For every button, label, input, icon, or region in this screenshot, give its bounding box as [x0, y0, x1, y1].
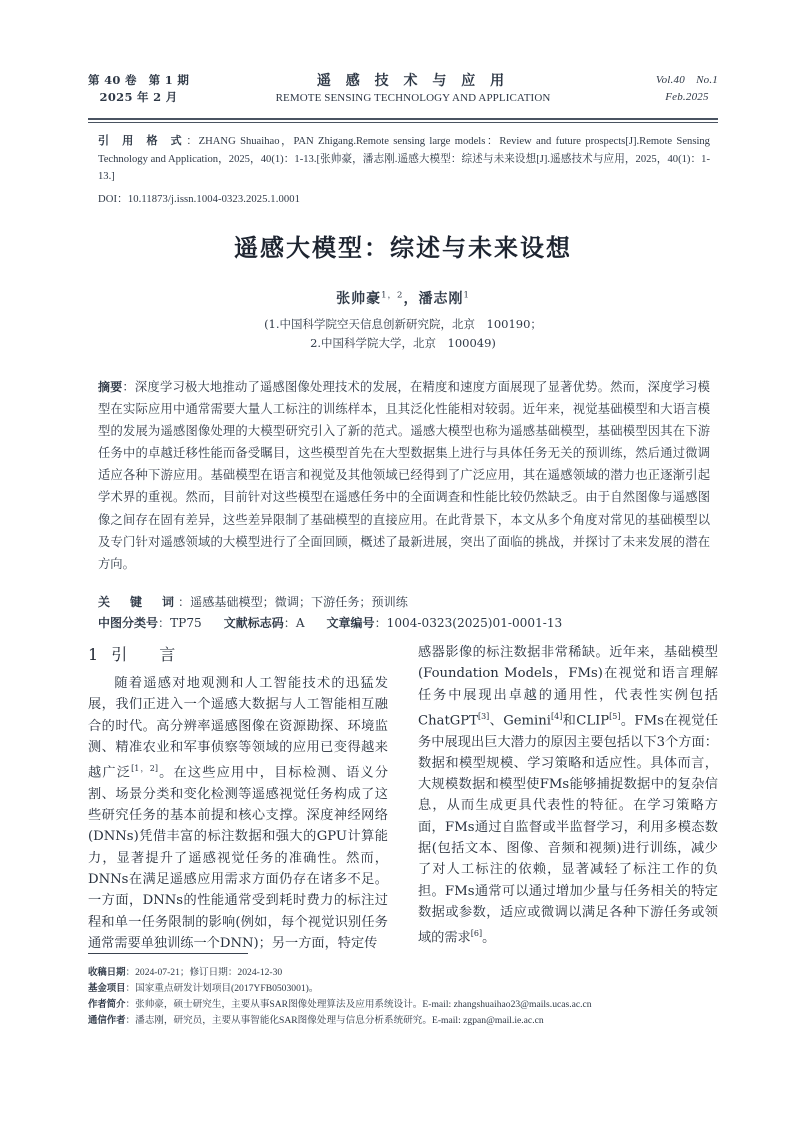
section-number: 1: [88, 645, 100, 664]
footnote-author-bio-text: ：张帅豪，硕士研究生，主要从事SAR图像处理算法及应用系统设计。E-mail: zhangshuaihao23@mails.ucas.ac.cn: [125, 999, 592, 1011]
section-heading: [88, 642, 388, 665]
masthead-right: [656, 72, 718, 106]
section-title: 引 言: [111, 645, 184, 664]
masthead: [88, 72, 718, 120]
citation-block: [98, 132, 710, 186]
issue-date-cn: 2025 年 2 月: [99, 90, 178, 104]
affiliation-block: [88, 315, 718, 353]
citation-ref-3: [3]: [477, 711, 490, 721]
column-right: [418, 642, 718, 949]
footnote-received: [88, 965, 718, 981]
intro-text-a: 随着遥感对地观测和人工智能技术的迅猛发展，我们正进入一个遥感大数据与人工智能相互融合的时代。高分辨率遥感图像在资源勘探、环境监测、精准农业和军事侦察等领域的应用已变得越来越广泛: [88, 676, 388, 781]
clc-value: ：TP75: [158, 616, 202, 630]
author-2-name: 潘志刚: [418, 291, 464, 307]
volume-issue-en: Vol.40 No.1: [655, 74, 718, 86]
intro-cont-d: 。FMs在视觉任务中展现出巨大潜力的原因主要包括以下3个方面：数据和模型规模、学习策略和适应性。具体而言，大规模数据和模型使FMs能够捕捉数据中的复杂信息，从而生成更具代表性的特征。在学习策略方面，FMs通过自监督或半监督学习，利用多模态数据(包括文本、图像、音频和视频)进行训练，减少了对人工标注的依赖，显著减轻了标注工作的负担。FMs通常可以通过增加少量与任务相关的特定数据或参数，适应或微调以满足各种下游任务或领域的需求: [418, 713, 719, 946]
keywords-text: ：遥感基础模型；微调；下游任务；预训练: [178, 595, 408, 609]
keywords-label: 关 键 词: [98, 595, 179, 609]
footnote-divider: [88, 953, 248, 954]
citation-label: 引 用 格 式: [98, 134, 187, 147]
issue-date-en: Feb.2025: [665, 91, 709, 103]
article-number-value: ：1004-0323(2025)01-0001-13: [374, 616, 563, 630]
paragraph-intro-continued: [418, 642, 718, 949]
affiliation-1: (1.中国科学院空天信息创新研究院，北京 100190；: [264, 317, 542, 331]
abstract-label: 摘要: [98, 380, 123, 394]
citation-text: ：ZHANG Shuaihao，PAN Zhigang.Remote sensing large models：Review and future prospects[J].Remote Sensing Technology and Application，2025，40(1)：1-13.[张帅豪，潘志刚.遥感大模型：综述与未来设想[J].遥感技术与应用，2025，40(1)：1-13.]: [98, 136, 710, 183]
author-1-name: 张帅豪: [336, 291, 382, 307]
abstract-text: ：深度学习极大地推动了遥感图像处理技术的发展，在精度和速度方面展现了显著优势。然而，深度学习模型在实际应用中通常需要大量人工标注的训练样本，且其泛化性能相对较弱。近年来，视觉基础模型和大语言模型的发展为遥感图像处理的大模型研究引入了新的范式。遥感大模型也称为遥感基础模型，基础模型因其在下游任务中的卓越迁移性能而备受瞩目，这些模型首先在大型数据集上进行与具体任务无关的预训练，然后通过微调适应各种下游应用。基础模型在语言和视觉及其他领域已经得到了广泛应用，其在遥感领域的潜力也正逐渐引起学术界的重视。然而，目前针对这些模型在遥感任务中的全面调查和性能比较仍然缺乏。由于自然图像与遥感图像之间存在固有差异，这些差异限制了基础模型的直接应用。在此背景下，本文从多个角度对常见的基础模型以及专门针对遥感领域的大模型进行了全面回顾，概述了最新进展，突出了面临的挑战，并探讨了未来发展的潜在方向。: [98, 380, 710, 571]
footnote-corresponding-label: 通信作者: [88, 1015, 126, 1027]
footnote-funding: [88, 981, 718, 997]
footnote-corresponding-text: ：潘志刚，研究员，主要从事智能化SAR图像处理与信息分析系统研究。E-mail: zgpan@mail.ie.ac.cn: [125, 1015, 544, 1027]
body-columns: [88, 642, 719, 951]
journal-page: [88, 0, 718, 1122]
intro-cont-e: 。: [482, 930, 496, 946]
masthead-left: [88, 72, 189, 106]
author-2-affil-marker: 1: [463, 290, 470, 301]
footnote-funding-text: ：国家重点研发计划项目(2017YFB0503001)。: [125, 983, 319, 995]
footnote-received-text: ：2024-07-21；修订日期：2024-12-30: [125, 967, 283, 978]
clc-label: 中图分类号: [98, 616, 159, 630]
paragraph-intro: [88, 673, 388, 954]
intro-cont-a: 感器影像的标注数据非常稀缺。近年来，基础模型(Foundation Models，FMs)在视觉和语言理解任务中展现出卓越的通用性，代表性实例包括ChatGPT: [418, 645, 718, 729]
masthead-center: [248, 72, 578, 106]
doc-code-label: 文献标志码: [223, 616, 284, 630]
doc-code-value: ：A: [283, 616, 305, 630]
footnote-received-label: 收稿日期: [88, 967, 126, 978]
header-divider: [88, 118, 718, 123]
doi-line: DOI：10.11873/j.issn.1004-0323.2025.1.0001: [98, 194, 301, 205]
keywords-block: [98, 592, 710, 613]
citation-ref-1-2: [1，2]: [131, 764, 158, 774]
author-list: [88, 288, 718, 308]
citation-ref-5: [5]: [609, 711, 621, 721]
citation-ref-6: [6]: [470, 929, 483, 939]
journal-title-en: REMOTE SENSING TECHNOLOGY AND APPLICATION: [275, 92, 551, 104]
citation-ref-4: [4]: [550, 711, 563, 721]
intro-cont-b: 、Gemini: [489, 713, 551, 729]
article-number-label: 文章编号: [326, 616, 375, 630]
footnote-corresponding: [88, 1013, 718, 1029]
abstract-block: [98, 376, 710, 575]
volume-issue: 第 40 卷 第 1 期: [88, 73, 190, 87]
footnote-author-bio: [88, 997, 718, 1013]
column-left: [88, 642, 388, 954]
author-separator: ，: [403, 291, 419, 307]
affiliation-2: 2.中国科学院大学，北京 100049): [310, 336, 496, 350]
footnote-block: [88, 965, 718, 1029]
journal-title-cn: 遥 感 技 术 与 应 用: [316, 73, 510, 89]
author-1-affil-marker: 1，2: [381, 290, 404, 301]
footnote-funding-label: 基金项目: [88, 983, 126, 995]
intro-cont-c: 和CLIP: [562, 713, 610, 729]
footnote-author-bio-label: 作者简介: [88, 999, 126, 1011]
intro-text-b: 。在这些应用中，目标检测、语义分割、场景分类和变化检测等遥感视觉任务构成了这些研究任务的基本前提和核心支撑。深度神经网络(DNNs)凭借丰富的标注数据和强大的GPU计算能力，显著提升了遥感视觉任务的准确性。然而，DNNs在满足遥感应用需求方面仍存在诸多不足。一方面，DNNs的性能通常受到耗时费力的标注过程和单一任务限制的影响(例如，每个视觉识别任务通常需要单独训练一个DNN)；另一方面，特定传: [88, 765, 389, 951]
classification-block: [98, 613, 710, 634]
page-title: 遥感大模型：综述与未来设想: [234, 234, 572, 262]
